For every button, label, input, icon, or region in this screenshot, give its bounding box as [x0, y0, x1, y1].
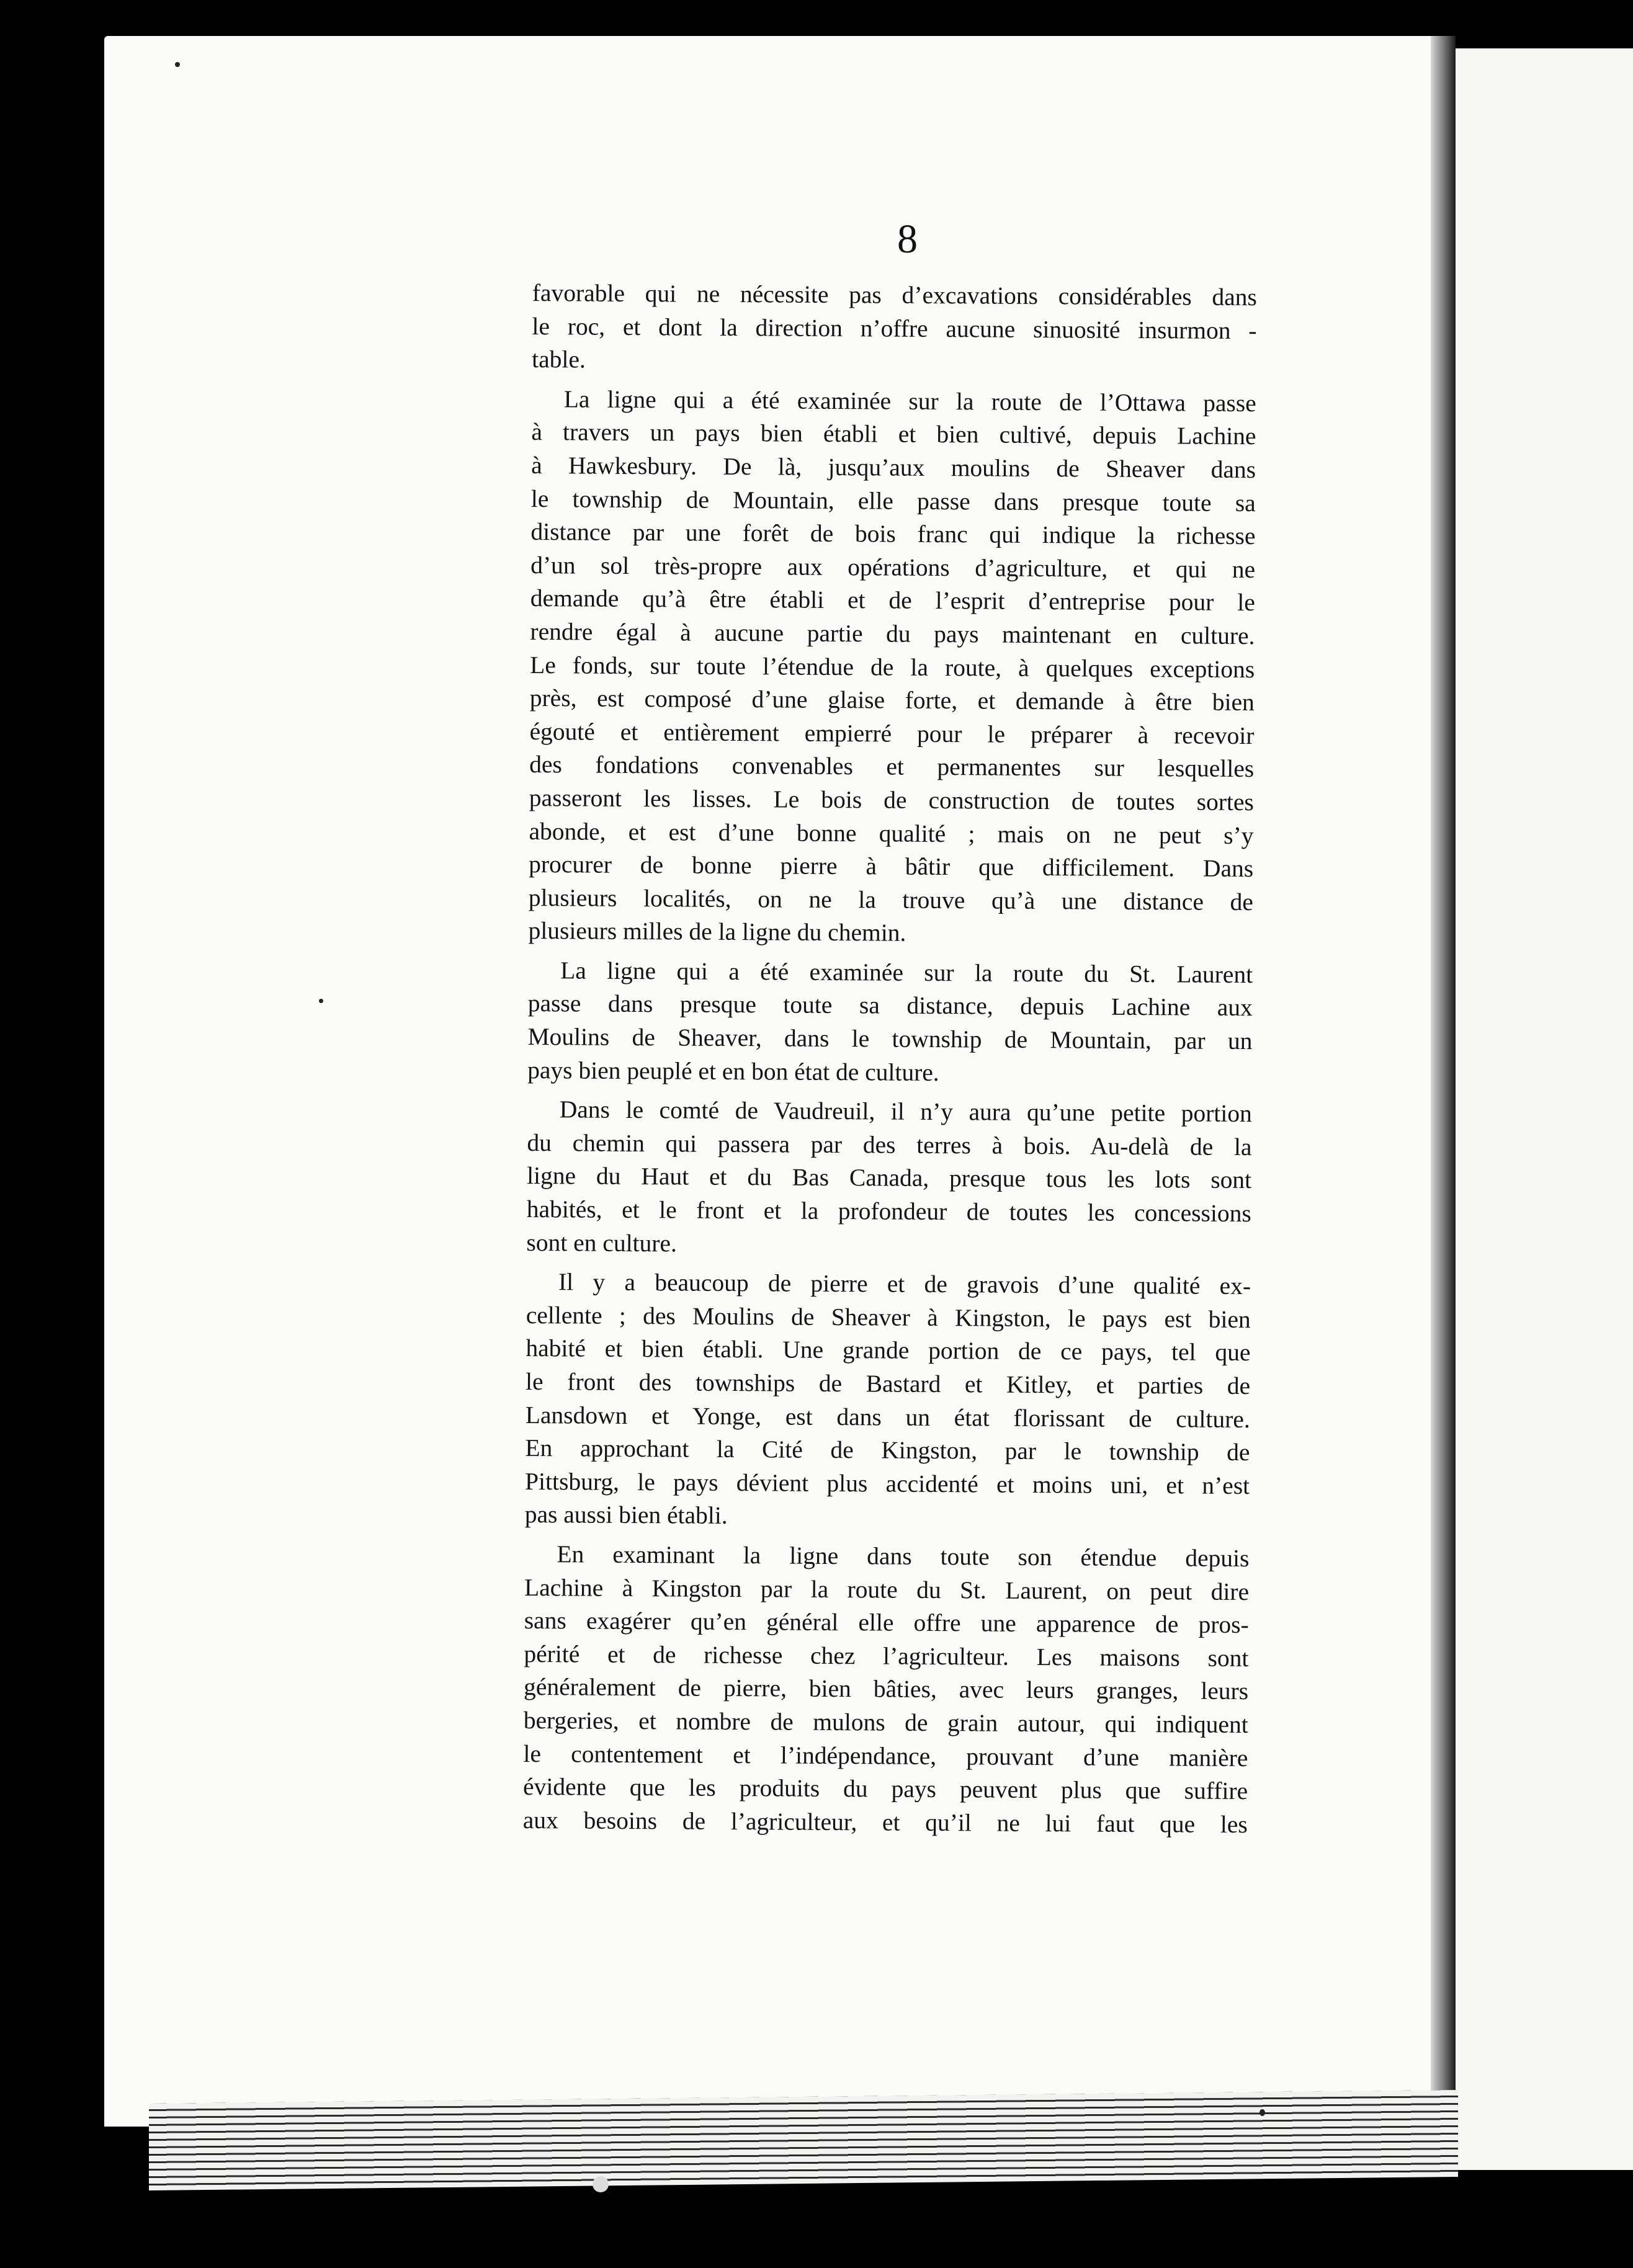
text-line: périté et de richesse chez l’agriculteur. Les maisons sont	[524, 1640, 1249, 1672]
text-line: à travers un pays bien établi et bien cultivé, depuis Lachine	[531, 418, 1256, 450]
page-stack-edge	[149, 2090, 1458, 2190]
text-line: La ligne qui a été examinée sur la route de l’Ottawa passe	[563, 385, 1256, 417]
text-line: à Hawkesbury. De là, jusqu’aux moulins de Sheaver dans	[531, 451, 1256, 484]
text-line: sont en culture.	[526, 1228, 678, 1257]
scan-speck	[175, 62, 180, 67]
text-line: sans exagérer qu’en général elle offre une apparence de pros-	[524, 1607, 1249, 1639]
text-line: passe dans presque toute sa distance, depuis Lachine aux	[527, 989, 1253, 1022]
paragraph	[523, 1538, 1250, 1841]
text-line: La ligne qui a été examinée sur la route du St. Laurent	[560, 957, 1253, 988]
text-line: Moulins de Sheaver, dans le township de Mountain, par un	[527, 1023, 1253, 1055]
text-line: près, est composé d’une glaise forte, et demande à être bien	[529, 684, 1255, 717]
text-line: Dans le comté de Vaudreuil, il n’y aura qu’une petite portion	[559, 1096, 1252, 1128]
text-line: Il y a beaucoup de pierre et de gravois d’une qualité ex-	[558, 1268, 1251, 1300]
text-line: rendre égal à aucune partie du pays maintenant en culture.	[530, 617, 1255, 650]
text-line: égouté et entièrement empierré pour le préparer à recevoir	[529, 717, 1255, 749]
text-line: procurer de bonne pierre à bâtir que difficilement. Dans	[529, 850, 1254, 883]
paragraph	[527, 954, 1253, 1092]
text-line: table.	[532, 346, 586, 373]
scan-speck	[319, 999, 323, 1003]
scan-speck	[1259, 2109, 1265, 2116]
text-line: généralement de pierre, bien bâties, avec leurs granges, leurs	[523, 1673, 1249, 1705]
text-line: passeront les lisses. Le bois de construction de toutes sortes	[529, 784, 1254, 816]
text-line: bergeries, et nombre de mulons de grain autour, qui indiquent	[523, 1706, 1248, 1739]
text-line: plusieurs milles de la ligne du chemin.	[528, 917, 906, 947]
text-line: le front des townships de Bastard et Kitley, et parties de	[525, 1367, 1251, 1400]
text-line: pays bien peuplé et en bon état de culture.	[527, 1056, 939, 1086]
paragraph	[532, 277, 1257, 381]
text-line: En approchant la Cité de Kingston, par le township de	[525, 1434, 1250, 1467]
paragraph	[525, 1266, 1251, 1536]
scan-background	[0, 2196, 1633, 2268]
text-line: le township de Mountain, elle passe dans presque toute sa	[530, 484, 1256, 517]
body-text	[523, 277, 1257, 1841]
text-line: des fondations convenables et permanentes sur lesquelles	[529, 751, 1255, 783]
page-gutter-shadow	[1431, 36, 1456, 2133]
text-line: le roc, et dont la direction n’offre aucune sinuosité insurmon -	[532, 312, 1257, 344]
page-number: 8	[897, 217, 918, 262]
text-line: Lachine à Kingston par la route du St. Laurent, on peut dire	[524, 1573, 1250, 1605]
text-line: Pittsburg, le pays dévient plus accidenté et moins uni, et n’est	[525, 1467, 1250, 1499]
text-line: du chemin qui passera par des terres à bois. Au-delà de la	[527, 1128, 1252, 1161]
text-line: Le fonds, sur toute l’étendue de la route, à quelques exceptions	[530, 651, 1255, 683]
text-line: Lansdown et Yonge, est dans un état florissant de culture.	[525, 1401, 1250, 1433]
text-line: distance par une forêt de bois franc qui indique la richesse	[530, 518, 1256, 550]
text-line: abonde, et est d’une bonne qualité ; mais on ne peut s’y	[529, 817, 1254, 849]
text-line: cellente ; des Moulins de Sheaver à Kingston, le pays est bien	[526, 1301, 1251, 1333]
text-line: habités, et le front et la profondeur de toutes les concessions	[526, 1195, 1251, 1228]
text-line: favorable qui ne nécessite pas d’excavations considérables dans	[532, 279, 1257, 311]
scan-speck	[593, 2176, 609, 2192]
text-line: ligne du Haut et du Bas Canada, presque tous les lots sont	[527, 1162, 1252, 1194]
text-line: aux besoins de l’agriculteur, et qu’il ne lui faut que les	[522, 1806, 1248, 1838]
text-line: d’un sol très-propre aux opérations d’agriculture, et qui ne	[530, 551, 1256, 583]
text-line: pas aussi bien établi.	[524, 1501, 728, 1530]
paragraph	[526, 1093, 1252, 1264]
text-line: demande qu’à être établi et de l’esprit d’entreprise pour le	[530, 584, 1255, 617]
adjacent-page-edge	[1456, 48, 1633, 2170]
text-line: évidente que les produits du pays peuvent plus que suffire	[522, 1773, 1248, 1805]
text-line: plusieurs localités, on ne la trouve qu’à une distance de	[528, 883, 1253, 916]
paragraph	[528, 383, 1256, 952]
text-line: habité et bien établi. Une grande portion de ce pays, tel que	[526, 1334, 1251, 1367]
text-line: le contentement et l’indépendance, prouvant d’une manière	[523, 1739, 1248, 1772]
text-line: En examinant la ligne dans toute son étendue depuis	[557, 1540, 1250, 1573]
